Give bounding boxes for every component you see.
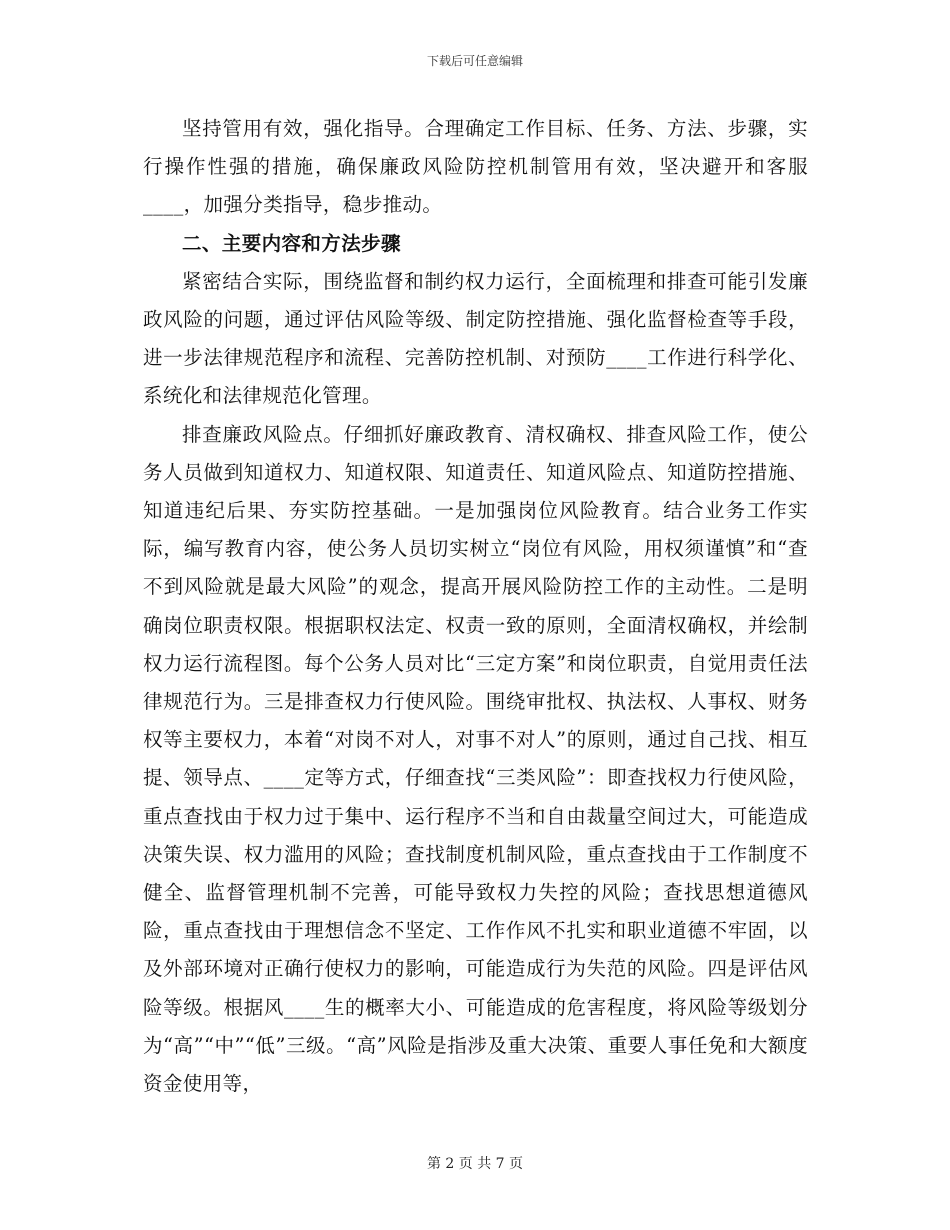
document-body — [143, 110, 808, 1103]
paragraph-principle: 坚持管用有效，强化指导。合理确定工作目标、任务、方法、步骤，实行操作性强的措施，确保廉政风险防控机制管用有效，坚决避开和客服____，加强分类指导，稳步推动。 — [143, 117, 808, 217]
paragraph-main-content: 紧密结合实际，围绕监督和制约权力运行，全面梳理和排查可能引发廉政风险的问题，通过评估风险等级、制定防控措施、强化监督检查等手段，进一步法律规范程序和流程、完善防控机制、对预防____工作进行科学化、系统化和法律规范化管理。 — [143, 269, 808, 408]
section-heading: 二、主要内容和方法步骤 — [182, 231, 401, 255]
page-header: 下载后可任意编辑 — [426, 54, 523, 68]
paragraph-risk-check: 排查廉政风险点。仔细抓好廉政教育、清权确权、排查风险工作，使公务人员做到知道权力、知道权限、知道责任、知道风险点、知道防控措施、知道违纪后果、夯实防控基础。一是加强岗位风险教育。结合业务工作实际，编写教育内容，使公务人员切实树立“岗位有风险，用权须谨慎”和“查不到风险就是最大风险”的观念，提高开展风险防控工作的主动性。二是明确岗位职责权限。根据职权法定、权责一致的原则，全面清权确权，并绘制权力运行流程图。每个公务人员对比“三定方案”和岗位职责，自觉用责任法律规范行为。三是排查权力行使风险。围绕审批权、执法权、人事权、财务权等主要权力，本着“对岗不对人，对事不对人”的原则，通过自己找、相互提、领导点、____定等方式，仔细查找“三类风险”：即查找权力行使风险，重点查找由于权力过于集中、运行程序不当和自由裁量空间过大，可能造成决策失误、权力滥用的风险；查找制度机制风险，重点查找由于工作制度不健全、监督管理机制不完善，可能导致权力失控的风险；查找思想道德风险，重点查找由于理想信念不坚定、工作作风不扎实和职业道德不牢固，以及外部环境对正确行使权力的影响，可能造成行为失范的风险。四是评估风险等级。根据风____生的概率大小、可能造成的危害程度，将风险等级划分为“高”“中”“低”三级。“高”风险是指涉及重大决策、重要人事任免和大额度资金使用等， — [143, 422, 808, 1096]
page-number: 第 2 页 共 7 页 — [426, 1156, 524, 1172]
